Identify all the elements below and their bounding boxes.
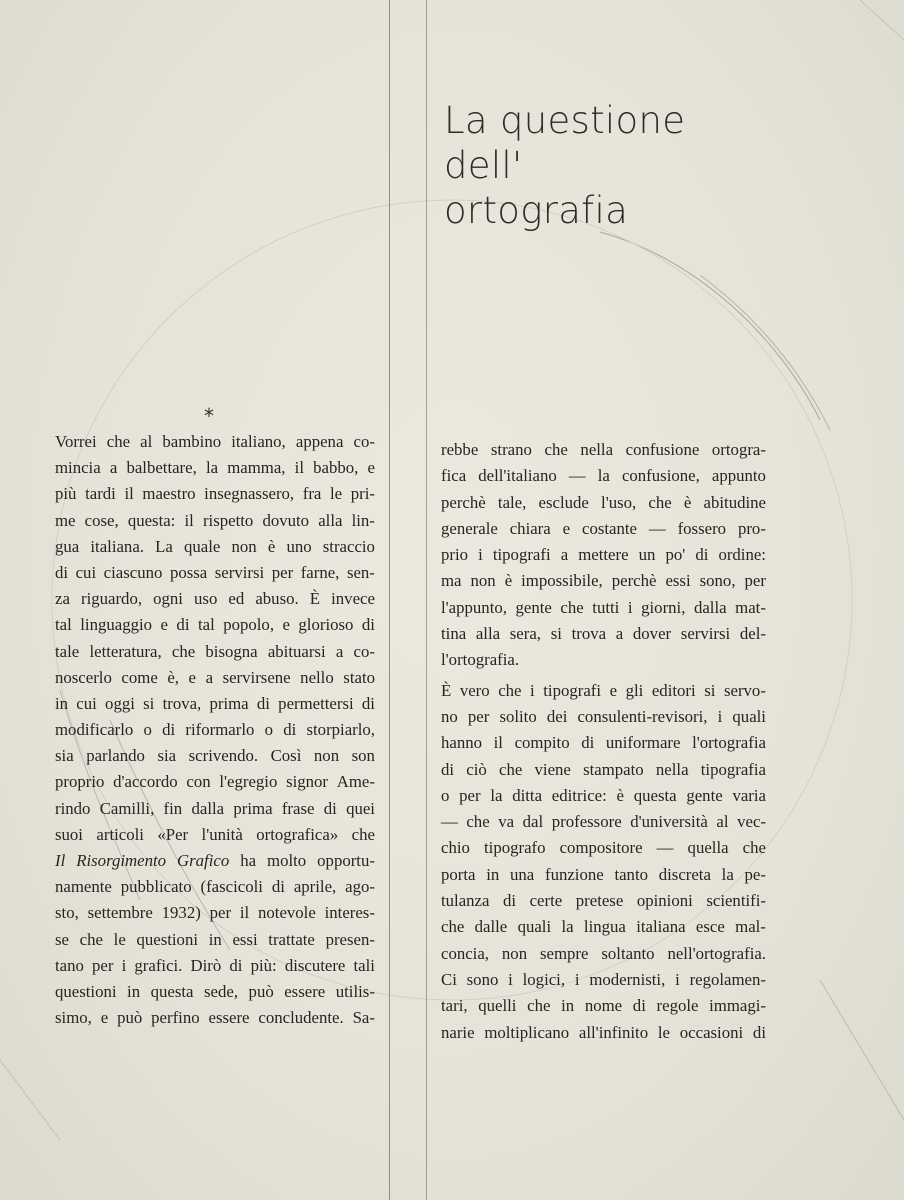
- left-text-column: [55, 429, 375, 1031]
- text-line: o per la ditta editrice: è questa gente varia: [441, 785, 766, 805]
- text-line: tulanza di certe pretese opinioni scientifi-: [441, 891, 766, 911]
- text-line: tano per i grafici. Dirò di più: discutere tali: [55, 955, 375, 975]
- title-line-1: La questione: [444, 99, 686, 142]
- text-line: È vero che i tipografi e gli editori si servo-: [441, 680, 766, 700]
- text-line: gua italiana. La quale non è uno straccio: [55, 536, 375, 556]
- text-line: sto, settembre 1932) per il notevole interes-: [55, 903, 375, 923]
- text-line: rindo Camilli, fin dalla prima frase di quei: [55, 798, 375, 818]
- text-line: hanno il compito di uniformare l'ortografia: [441, 733, 766, 753]
- text-line: l'appunto, gente che tutti i giorni, dalla mat-: [441, 597, 766, 617]
- section-asterisk: *: [204, 404, 214, 428]
- text-line: — che va dal professore d'università al vec-: [441, 812, 766, 832]
- text-line: noscerlo come è, e a servirsene nello stato: [55, 667, 375, 687]
- text-line: se che le questioni in essi trattate presen-: [55, 929, 375, 949]
- page-fold-line-inner: [426, 0, 427, 1200]
- text-line: di ciò che viene stampato nella tipografia: [441, 759, 766, 779]
- right-text-column: [441, 437, 766, 1046]
- text-line: rebbe strano che nella confusione ortogra-: [441, 440, 766, 459]
- text-line: chio tipografo compositore — quella che: [441, 838, 766, 858]
- text-line: mincia a balbettare, la mamma, il babbo, e: [55, 458, 375, 478]
- text-line: questioni in questa sede, può essere utilis-: [55, 981, 375, 1001]
- text-line: tal linguaggio e di tal popolo, e glorioso di: [55, 615, 375, 635]
- text-line: modificarlo o di riformarlo o di storpiarlo,: [55, 720, 375, 740]
- title-line-3: ortografia: [444, 189, 629, 232]
- text-line: me cose, questa: il rispetto dovuto alla lin-: [55, 510, 375, 530]
- text-line: simo, e può perfino essere concludente. Sa-: [55, 1008, 375, 1028]
- text-line: Vorrei che al bambino italiano, appena co-: [55, 432, 375, 451]
- text-line: za riguardo, ogni uso ed abuso. È invece: [55, 589, 375, 609]
- text-line: sia parlando sia scrivendo. Così non son: [55, 746, 375, 766]
- article-title: [444, 98, 685, 233]
- text-line: prio i tipografi a mettere un po' di ordine:: [441, 545, 766, 565]
- text-line: di cui ciascuno possa servirsi per farne, sen-: [55, 562, 375, 582]
- text-line: Il Risorgimento Grafico ha molto opportu-: [55, 851, 375, 870]
- text-line: tina alla sera, si trova a dover servirsi del-: [441, 624, 766, 644]
- title-line-2: dell': [444, 144, 523, 187]
- text-line: perchè tale, esclude l'uso, che è abitudine: [441, 492, 766, 512]
- text-line: concia, non sempre soltanto nell'ortografia.: [441, 943, 766, 963]
- text-line: fica dell'italiano — la confusione, appunto: [441, 466, 766, 486]
- text-line: porta in una funzione tanto discreta la pe-: [441, 864, 766, 884]
- text-line: tale letteratura, che bisogna abituarsi a co-: [55, 641, 375, 661]
- text-line: namente pubblicato (fascicoli di aprile, ago-: [55, 877, 375, 897]
- text-line: l'ortografia.: [441, 650, 520, 670]
- text-line: generale chiara e costante — fossero pro-: [441, 518, 766, 538]
- text-line: no per solito dei consulenti-revisori, i quali: [441, 706, 766, 726]
- text-line: suoi articoli «Per l'unità ortografica» che: [55, 824, 375, 844]
- text-line: in cui oggi si trova, prima di permettersi di: [55, 693, 375, 713]
- text-line: narie moltiplicano all'infinito le occasioni di: [441, 1022, 766, 1042]
- text-line: più tardi il maestro insegnassero, fra le pri-: [55, 484, 375, 504]
- text-line: proprio d'accordo con l'egregio signor Ame-: [55, 772, 375, 792]
- text-line: tari, quelli che in nome di regole immagi-: [441, 996, 766, 1016]
- page-fold-line: [389, 0, 390, 1200]
- text-line: ma non è impossibile, perchè essi sono, per: [441, 571, 766, 591]
- text-line: che dalle quali la lingua italiana esce mal-: [441, 917, 766, 937]
- text-line: Ci sono i logici, i modernisti, i regolamen-: [441, 969, 766, 989]
